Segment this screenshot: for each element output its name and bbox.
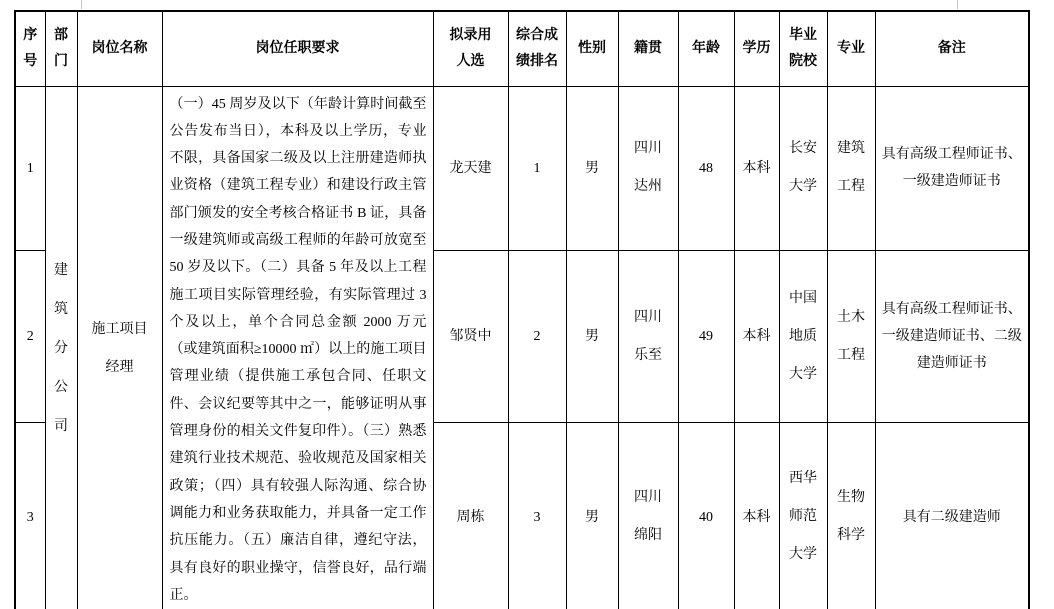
- cell-seq-no-3: 3: [15, 423, 45, 609]
- cell-gender-3: 男: [566, 423, 618, 609]
- header-age-label: 年龄: [692, 40, 720, 56]
- header-education: [734, 11, 779, 86]
- header-overall-rank-label: 综合成绩排名: [516, 27, 558, 69]
- header-position-name-label: 岗位名称: [91, 40, 148, 56]
- header-job-requirements-label: 岗位任职要求: [255, 40, 340, 56]
- cell-gender-2: 男: [566, 251, 618, 423]
- cell-gender-1: 男: [566, 86, 618, 251]
- cell-education-2: 本科: [734, 251, 779, 423]
- cell-candidate-1: 龙天建: [433, 86, 508, 251]
- cell-candidate-2: 邹贤中: [433, 251, 508, 423]
- table-row-1: [15, 86, 1029, 251]
- cell-major-3: [827, 423, 875, 609]
- cell-requirements-merged: [162, 86, 433, 609]
- cell-remarks-3: 具有二级建造师: [875, 423, 1029, 609]
- cell-hometown-1: [618, 86, 678, 251]
- cell-major-2: [827, 251, 875, 423]
- header-seq-no-label: 序号: [23, 27, 38, 69]
- header-row: [15, 11, 1029, 86]
- cell-seq-no-1: 1: [15, 86, 45, 251]
- header-overall-rank: [508, 11, 566, 86]
- recruitment-result-table: [14, 10, 1030, 609]
- page-margin-mark-left: [81, 0, 82, 9]
- cell-hometown-2: [618, 251, 678, 423]
- header-department-label: 部门: [54, 27, 68, 69]
- header-job-requirements: [162, 11, 433, 86]
- cell-hometown-3: [618, 423, 678, 609]
- cell-school-1: [779, 86, 827, 251]
- cell-remarks-2: 具有高级工程师证书、一级建造师证书、二级建造师证书: [875, 251, 1029, 423]
- cell-education-1: 本科: [734, 86, 779, 251]
- cell-rank-2: 2: [508, 251, 566, 423]
- cell-age-3: 40: [678, 423, 734, 609]
- header-education-label: 学历: [742, 40, 771, 56]
- header-department: [45, 11, 77, 86]
- header-seq-no: [15, 11, 45, 86]
- cell-hometown-text-3: 四川绵阳: [634, 490, 662, 544]
- header-age: [678, 11, 734, 86]
- cell-major-text-3: 生物科学: [837, 490, 865, 544]
- cell-position-text: 施工项目经理: [91, 321, 148, 375]
- cell-age-1: 48: [678, 86, 734, 251]
- header-proposed-candidate: [433, 11, 508, 86]
- cell-major-1: [827, 86, 875, 251]
- cell-requirements-text: （一）45 周岁及以下（年龄计算时间截至公告发布当日），本科及以上学历，专业不限，具备国家二级及以上注册建造师执业资格（建筑工程专业）和建设行政主管部门颁发的安全考核合格证书 B 证，具备一级建筑师或高级工程师的年龄可放宽至 50 岁及以下。（二）具备 5 年及以上工程施工项目实际管理经验，有实际管理过 3 个及以上，单个合同总金额 2000 万元（或建筑面积≥10000 ㎡）以上的施工项目管理业绩（提供施工承包合同、任职文件、会议纪要等其中之一，能够证明从事管理身份的相关文件复印件）。（三）熟悉建筑行业技术规范、验收规范及国家相关政策；（四）具有较强人际沟通、综合协调能力和业务获取能力，并具备一定工作抗压能力。（五）廉洁自律，遵纪守法，具有良好的职业操守，信誉良好，品行端正。: [169, 96, 427, 603]
- cell-seq-no-2: 2: [15, 251, 45, 423]
- cell-school-3: [779, 423, 827, 609]
- cell-candidate-3: 周栋: [433, 423, 508, 609]
- cell-department-merged: [45, 86, 77, 609]
- cell-remarks-1: 具有高级工程师证书、一级建造师证书: [875, 86, 1029, 251]
- cell-education-3: 本科: [734, 423, 779, 609]
- cell-rank-1: 1: [508, 86, 566, 251]
- cell-department-text: 建筑分公司: [54, 263, 68, 435]
- cell-school-text-3: 西华师范大学: [789, 471, 817, 563]
- header-hometown-label: 籍贯: [634, 40, 662, 56]
- cell-school-text-1: 长安大学: [789, 141, 817, 195]
- cell-hometown-text-1: 四川达州: [634, 141, 662, 195]
- header-position-name: [77, 11, 162, 86]
- cell-school-text-2: 中国地质大学: [789, 290, 817, 382]
- header-graduate-school-label: 毕业院校: [789, 27, 817, 69]
- cell-age-2: 49: [678, 251, 734, 423]
- page-margin-mark-right: [957, 0, 958, 9]
- header-remarks-label: 备注: [937, 40, 966, 56]
- header-major: [827, 11, 875, 86]
- header-hometown: [618, 11, 678, 86]
- cell-hometown-text-2: 四川乐至: [634, 309, 662, 363]
- header-gender: [566, 11, 618, 86]
- cell-major-text-1: 建筑工程: [837, 141, 865, 195]
- header-proposed-candidate-label: 拟录用人选: [449, 27, 492, 69]
- header-major-label: 专业: [837, 40, 865, 56]
- header-gender-label: 性别: [578, 40, 606, 56]
- cell-rank-3: 3: [508, 423, 566, 609]
- header-graduate-school: [779, 11, 827, 86]
- cell-school-2: [779, 251, 827, 423]
- header-remarks: [875, 11, 1029, 86]
- cell-major-text-2: 土木工程: [837, 309, 865, 363]
- cell-position-merged: [77, 86, 162, 609]
